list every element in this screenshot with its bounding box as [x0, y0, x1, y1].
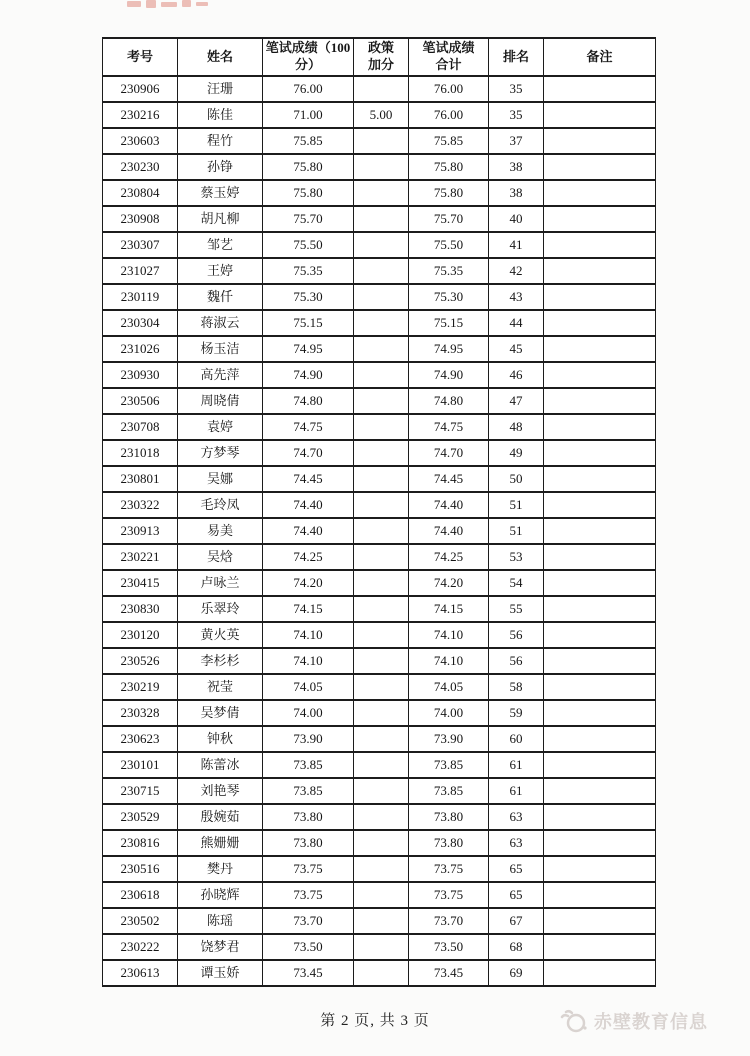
- rank-cell: 54: [489, 570, 544, 596]
- written-score-cell: 73.85: [263, 752, 354, 778]
- policy-bonus-cell: [354, 518, 409, 544]
- remarks-cell: [544, 960, 656, 986]
- rank-cell: 63: [489, 830, 544, 856]
- remarks-cell: [544, 388, 656, 414]
- remarks-cell: [544, 518, 656, 544]
- bee-logo-icon: [560, 1008, 590, 1034]
- remarks-cell: [544, 700, 656, 726]
- name-cell: 吴梦倩: [178, 700, 263, 726]
- exam-number-cell: 230506: [103, 388, 178, 414]
- policy-bonus-cell: [354, 206, 409, 232]
- remarks-cell: [544, 934, 656, 960]
- table-row: [103, 440, 656, 466]
- policy-bonus-cell: [354, 622, 409, 648]
- total-score-cell: 74.40: [409, 518, 489, 544]
- written-score-cell: 73.45: [263, 960, 354, 986]
- rank-cell: 40: [489, 206, 544, 232]
- written-score-cell: 74.15: [263, 596, 354, 622]
- table-row: [103, 362, 656, 388]
- remarks-cell: [544, 830, 656, 856]
- table-row: [103, 934, 656, 960]
- total-score-cell: 73.80: [409, 804, 489, 830]
- written-score-cell: 74.10: [263, 648, 354, 674]
- table-row: [103, 726, 656, 752]
- total-score-cell: 75.80: [409, 154, 489, 180]
- total-score-cell: 74.45: [409, 466, 489, 492]
- rank-cell: 48: [489, 414, 544, 440]
- total-score-cell: 75.35: [409, 258, 489, 284]
- table-row: [103, 154, 656, 180]
- page-indicator: 第 2 页, 共 3 页: [320, 1013, 430, 1029]
- total-score-cell: 74.05: [409, 674, 489, 700]
- rank-cell: 44: [489, 310, 544, 336]
- remarks-cell: [544, 128, 656, 154]
- rank-cell: 58: [489, 674, 544, 700]
- name-cell: 祝莹: [178, 674, 263, 700]
- remarks-cell: [544, 778, 656, 804]
- exam-number-cell: 230913: [103, 518, 178, 544]
- table-row: [103, 804, 656, 830]
- name-cell: 钟秋: [178, 726, 263, 752]
- rank-cell: 55: [489, 596, 544, 622]
- table-row: [103, 336, 656, 362]
- name-cell: 杨玉洁: [178, 336, 263, 362]
- remarks-cell: [544, 856, 656, 882]
- total-score-cell: 75.15: [409, 310, 489, 336]
- watermark: [560, 1008, 708, 1034]
- policy-bonus-cell: [354, 180, 409, 206]
- rank-cell: 65: [489, 882, 544, 908]
- written-score-cell: 73.90: [263, 726, 354, 752]
- name-cell: 孙晓辉: [178, 882, 263, 908]
- remarks-cell: [544, 674, 656, 700]
- name-cell: 樊丹: [178, 856, 263, 882]
- table-row: [103, 466, 656, 492]
- rank-cell: 38: [489, 180, 544, 206]
- total-score-cell: 73.75: [409, 856, 489, 882]
- written-score-cell: 74.95: [263, 336, 354, 362]
- total-score-cell: 73.50: [409, 934, 489, 960]
- name-cell: 王婷: [178, 258, 263, 284]
- exam-number-cell: 230801: [103, 466, 178, 492]
- name-cell: 孙铮: [178, 154, 263, 180]
- exam-number-cell: 230119: [103, 284, 178, 310]
- written-score-cell: 73.75: [263, 856, 354, 882]
- exam-number-cell: 230328: [103, 700, 178, 726]
- name-cell: 胡凡柳: [178, 206, 263, 232]
- written-score-cell: 75.35: [263, 258, 354, 284]
- rank-cell: 67: [489, 908, 544, 934]
- written-score-cell: 75.70: [263, 206, 354, 232]
- table-row: [103, 518, 656, 544]
- remarks-cell: [544, 232, 656, 258]
- total-score-cell: 76.00: [409, 76, 489, 102]
- rank-cell: 51: [489, 518, 544, 544]
- table-row: [103, 232, 656, 258]
- header-rank: 排名: [489, 38, 544, 76]
- exam-number-cell: 230830: [103, 596, 178, 622]
- written-score-cell: 74.25: [263, 544, 354, 570]
- total-score-cell: 73.80: [409, 830, 489, 856]
- rank-cell: 35: [489, 102, 544, 128]
- rank-cell: 35: [489, 76, 544, 102]
- score-table-header: [103, 38, 656, 76]
- header-policy-bonus: 政策加分: [354, 38, 409, 76]
- total-score-cell: 76.00: [409, 102, 489, 128]
- written-score-cell: 75.80: [263, 180, 354, 206]
- remarks-cell: [544, 596, 656, 622]
- written-score-cell: 74.70: [263, 440, 354, 466]
- policy-bonus-cell: [354, 882, 409, 908]
- total-score-cell: 74.00: [409, 700, 489, 726]
- total-score-cell: 75.70: [409, 206, 489, 232]
- policy-bonus-cell: [354, 830, 409, 856]
- remarks-cell: [544, 544, 656, 570]
- table-row: [103, 258, 656, 284]
- rank-cell: 61: [489, 752, 544, 778]
- remarks-cell: [544, 570, 656, 596]
- rank-cell: 68: [489, 934, 544, 960]
- written-score-cell: 74.75: [263, 414, 354, 440]
- name-cell: 方梦琴: [178, 440, 263, 466]
- name-cell: 毛玲凤: [178, 492, 263, 518]
- table-row: [103, 882, 656, 908]
- written-score-cell: 74.40: [263, 492, 354, 518]
- rank-cell: 37: [489, 128, 544, 154]
- rank-cell: 65: [489, 856, 544, 882]
- name-cell: 饶梦君: [178, 934, 263, 960]
- name-cell: 易美: [178, 518, 263, 544]
- rank-cell: 38: [489, 154, 544, 180]
- cropped-red-title-fragment: [127, 0, 227, 9]
- exam-number-cell: 230526: [103, 648, 178, 674]
- exam-number-cell: 230930: [103, 362, 178, 388]
- remarks-cell: [544, 206, 656, 232]
- exam-number-cell: 230322: [103, 492, 178, 518]
- total-score-cell: 73.85: [409, 752, 489, 778]
- policy-bonus-cell: [354, 310, 409, 336]
- exam-number-cell: 230516: [103, 856, 178, 882]
- remarks-cell: [544, 726, 656, 752]
- exam-number-cell: 230715: [103, 778, 178, 804]
- written-score-cell: 75.85: [263, 128, 354, 154]
- name-cell: 殷婉茹: [178, 804, 263, 830]
- table-row: [103, 102, 656, 128]
- remarks-cell: [544, 284, 656, 310]
- written-score-cell: 74.00: [263, 700, 354, 726]
- policy-bonus-cell: [354, 856, 409, 882]
- written-score-cell: 74.45: [263, 466, 354, 492]
- written-score-cell: 75.30: [263, 284, 354, 310]
- exam-number-cell: 230618: [103, 882, 178, 908]
- written-score-cell: 74.10: [263, 622, 354, 648]
- remarks-cell: [544, 466, 656, 492]
- remarks-cell: [544, 492, 656, 518]
- table-row: [103, 960, 656, 986]
- policy-bonus-cell: [354, 336, 409, 362]
- rank-cell: 56: [489, 622, 544, 648]
- total-score-cell: 73.70: [409, 908, 489, 934]
- remarks-cell: [544, 310, 656, 336]
- table-row: [103, 700, 656, 726]
- policy-bonus-cell: 5.00: [354, 102, 409, 128]
- name-cell: 刘艳琴: [178, 778, 263, 804]
- exam-number-cell: 230906: [103, 76, 178, 102]
- header-written-score: 笔试成绩（100分）: [263, 38, 354, 76]
- table-row: [103, 596, 656, 622]
- written-score-cell: 75.15: [263, 310, 354, 336]
- rank-cell: 51: [489, 492, 544, 518]
- name-cell: 袁婷: [178, 414, 263, 440]
- table-row: [103, 180, 656, 206]
- name-cell: 周晓倩: [178, 388, 263, 414]
- header-name: 姓名: [178, 38, 263, 76]
- total-score-cell: 74.15: [409, 596, 489, 622]
- policy-bonus-cell: [354, 570, 409, 596]
- rank-cell: 53: [489, 544, 544, 570]
- header-row: [103, 38, 656, 76]
- remarks-cell: [544, 752, 656, 778]
- total-score-cell: 73.45: [409, 960, 489, 986]
- name-cell: 熊姗姗: [178, 830, 263, 856]
- policy-bonus-cell: [354, 908, 409, 934]
- remarks-cell: [544, 154, 656, 180]
- remarks-cell: [544, 102, 656, 128]
- remarks-cell: [544, 362, 656, 388]
- written-score-cell: 74.40: [263, 518, 354, 544]
- total-score-cell: 74.40: [409, 492, 489, 518]
- total-score-cell: 74.10: [409, 648, 489, 674]
- policy-bonus-cell: [354, 362, 409, 388]
- exam-number-cell: 230101: [103, 752, 178, 778]
- written-score-cell: 73.70: [263, 908, 354, 934]
- rank-cell: 56: [489, 648, 544, 674]
- table-row: [103, 648, 656, 674]
- written-score-cell: 74.05: [263, 674, 354, 700]
- total-score-cell: 74.95: [409, 336, 489, 362]
- total-score-cell: 75.30: [409, 284, 489, 310]
- exam-number-cell: 230816: [103, 830, 178, 856]
- rank-cell: 43: [489, 284, 544, 310]
- policy-bonus-cell: [354, 934, 409, 960]
- written-score-cell: 71.00: [263, 102, 354, 128]
- policy-bonus-cell: [354, 492, 409, 518]
- exam-number-cell: 230804: [103, 180, 178, 206]
- policy-bonus-cell: [354, 726, 409, 752]
- total-score-cell: 73.75: [409, 882, 489, 908]
- name-cell: 程竹: [178, 128, 263, 154]
- table-row: [103, 414, 656, 440]
- table-row: [103, 570, 656, 596]
- table-row: [103, 622, 656, 648]
- name-cell: 陈佳: [178, 102, 263, 128]
- name-cell: 蒋淑云: [178, 310, 263, 336]
- rank-cell: 42: [489, 258, 544, 284]
- exam-number-cell: 230216: [103, 102, 178, 128]
- exam-number-cell: 231026: [103, 336, 178, 362]
- name-cell: 黄火英: [178, 622, 263, 648]
- table-row: [103, 778, 656, 804]
- remarks-cell: [544, 648, 656, 674]
- rank-cell: 47: [489, 388, 544, 414]
- written-score-cell: 74.20: [263, 570, 354, 596]
- exam-number-cell: 231018: [103, 440, 178, 466]
- exam-number-cell: 230529: [103, 804, 178, 830]
- rank-cell: 61: [489, 778, 544, 804]
- rank-cell: 50: [489, 466, 544, 492]
- exam-number-cell: 230221: [103, 544, 178, 570]
- exam-number-cell: 230502: [103, 908, 178, 934]
- rank-cell: 45: [489, 336, 544, 362]
- exam-number-cell: 230613: [103, 960, 178, 986]
- table-row: [103, 76, 656, 102]
- rank-cell: 46: [489, 362, 544, 388]
- exam-number-cell: 230603: [103, 128, 178, 154]
- table-row: [103, 908, 656, 934]
- header-remarks: 备注: [544, 38, 656, 76]
- written-score-cell: 74.90: [263, 362, 354, 388]
- policy-bonus-cell: [354, 128, 409, 154]
- score-table-body: [103, 76, 656, 986]
- total-score-cell: 75.80: [409, 180, 489, 206]
- policy-bonus-cell: [354, 700, 409, 726]
- table-row: [103, 310, 656, 336]
- total-score-cell: 74.25: [409, 544, 489, 570]
- rank-cell: 59: [489, 700, 544, 726]
- remarks-cell: [544, 414, 656, 440]
- name-cell: 谭玉娇: [178, 960, 263, 986]
- name-cell: 高先萍: [178, 362, 263, 388]
- name-cell: 邹艺: [178, 232, 263, 258]
- name-cell: 李杉杉: [178, 648, 263, 674]
- table-row: [103, 674, 656, 700]
- remarks-cell: [544, 76, 656, 102]
- table-row: [103, 856, 656, 882]
- name-cell: 蔡玉婷: [178, 180, 263, 206]
- remarks-cell: [544, 440, 656, 466]
- exam-number-cell: 230623: [103, 726, 178, 752]
- table-row: [103, 544, 656, 570]
- policy-bonus-cell: [354, 258, 409, 284]
- table-row: [103, 284, 656, 310]
- total-score-cell: 73.90: [409, 726, 489, 752]
- policy-bonus-cell: [354, 752, 409, 778]
- total-score-cell: 74.80: [409, 388, 489, 414]
- policy-bonus-cell: [354, 960, 409, 986]
- table-row: [103, 388, 656, 414]
- total-score-cell: 74.75: [409, 414, 489, 440]
- exam-number-cell: 230908: [103, 206, 178, 232]
- remarks-cell: [544, 622, 656, 648]
- written-score-cell: 74.80: [263, 388, 354, 414]
- policy-bonus-cell: [354, 232, 409, 258]
- total-score-cell: 74.70: [409, 440, 489, 466]
- policy-bonus-cell: [354, 440, 409, 466]
- rank-cell: 60: [489, 726, 544, 752]
- name-cell: 吴焓: [178, 544, 263, 570]
- header-total-score: 笔试成绩合计: [409, 38, 489, 76]
- header-exam-number: 考号: [103, 38, 178, 76]
- policy-bonus-cell: [354, 76, 409, 102]
- rank-cell: 69: [489, 960, 544, 986]
- table-row: [103, 128, 656, 154]
- policy-bonus-cell: [354, 648, 409, 674]
- policy-bonus-cell: [354, 284, 409, 310]
- name-cell: 陈瑶: [178, 908, 263, 934]
- total-score-cell: 75.85: [409, 128, 489, 154]
- written-score-cell: 73.80: [263, 804, 354, 830]
- policy-bonus-cell: [354, 778, 409, 804]
- written-score-cell: 73.50: [263, 934, 354, 960]
- policy-bonus-cell: [354, 154, 409, 180]
- name-cell: 乐翠玲: [178, 596, 263, 622]
- exam-number-cell: 230219: [103, 674, 178, 700]
- table-row: [103, 752, 656, 778]
- score-table: [102, 37, 656, 987]
- exam-number-cell: 230304: [103, 310, 178, 336]
- remarks-cell: [544, 882, 656, 908]
- watermark-label: 赤壁教育信息: [594, 1012, 708, 1032]
- written-score-cell: 75.50: [263, 232, 354, 258]
- policy-bonus-cell: [354, 414, 409, 440]
- rank-cell: 41: [489, 232, 544, 258]
- table-row: [103, 492, 656, 518]
- total-score-cell: 74.20: [409, 570, 489, 596]
- policy-bonus-cell: [354, 466, 409, 492]
- name-cell: 汪珊: [178, 76, 263, 102]
- remarks-cell: [544, 180, 656, 206]
- table-row: [103, 830, 656, 856]
- total-score-cell: 75.50: [409, 232, 489, 258]
- total-score-cell: 74.90: [409, 362, 489, 388]
- total-score-cell: 73.85: [409, 778, 489, 804]
- remarks-cell: [544, 258, 656, 284]
- exam-number-cell: 230230: [103, 154, 178, 180]
- name-cell: 陈蕾冰: [178, 752, 263, 778]
- exam-number-cell: 230120: [103, 622, 178, 648]
- name-cell: 魏仟: [178, 284, 263, 310]
- policy-bonus-cell: [354, 388, 409, 414]
- total-score-cell: 74.10: [409, 622, 489, 648]
- remarks-cell: [544, 804, 656, 830]
- policy-bonus-cell: [354, 674, 409, 700]
- rank-cell: 49: [489, 440, 544, 466]
- remarks-cell: [544, 336, 656, 362]
- written-score-cell: 73.75: [263, 882, 354, 908]
- exam-number-cell: 230307: [103, 232, 178, 258]
- table-row: [103, 206, 656, 232]
- rank-cell: 63: [489, 804, 544, 830]
- policy-bonus-cell: [354, 596, 409, 622]
- written-score-cell: 75.80: [263, 154, 354, 180]
- policy-bonus-cell: [354, 544, 409, 570]
- name-cell: 卢咏兰: [178, 570, 263, 596]
- remarks-cell: [544, 908, 656, 934]
- written-score-cell: 73.85: [263, 778, 354, 804]
- name-cell: 吴娜: [178, 466, 263, 492]
- exam-number-cell: 230708: [103, 414, 178, 440]
- exam-number-cell: 230222: [103, 934, 178, 960]
- exam-number-cell: 230415: [103, 570, 178, 596]
- policy-bonus-cell: [354, 804, 409, 830]
- written-score-cell: 73.80: [263, 830, 354, 856]
- written-score-cell: 76.00: [263, 76, 354, 102]
- exam-number-cell: 231027: [103, 258, 178, 284]
